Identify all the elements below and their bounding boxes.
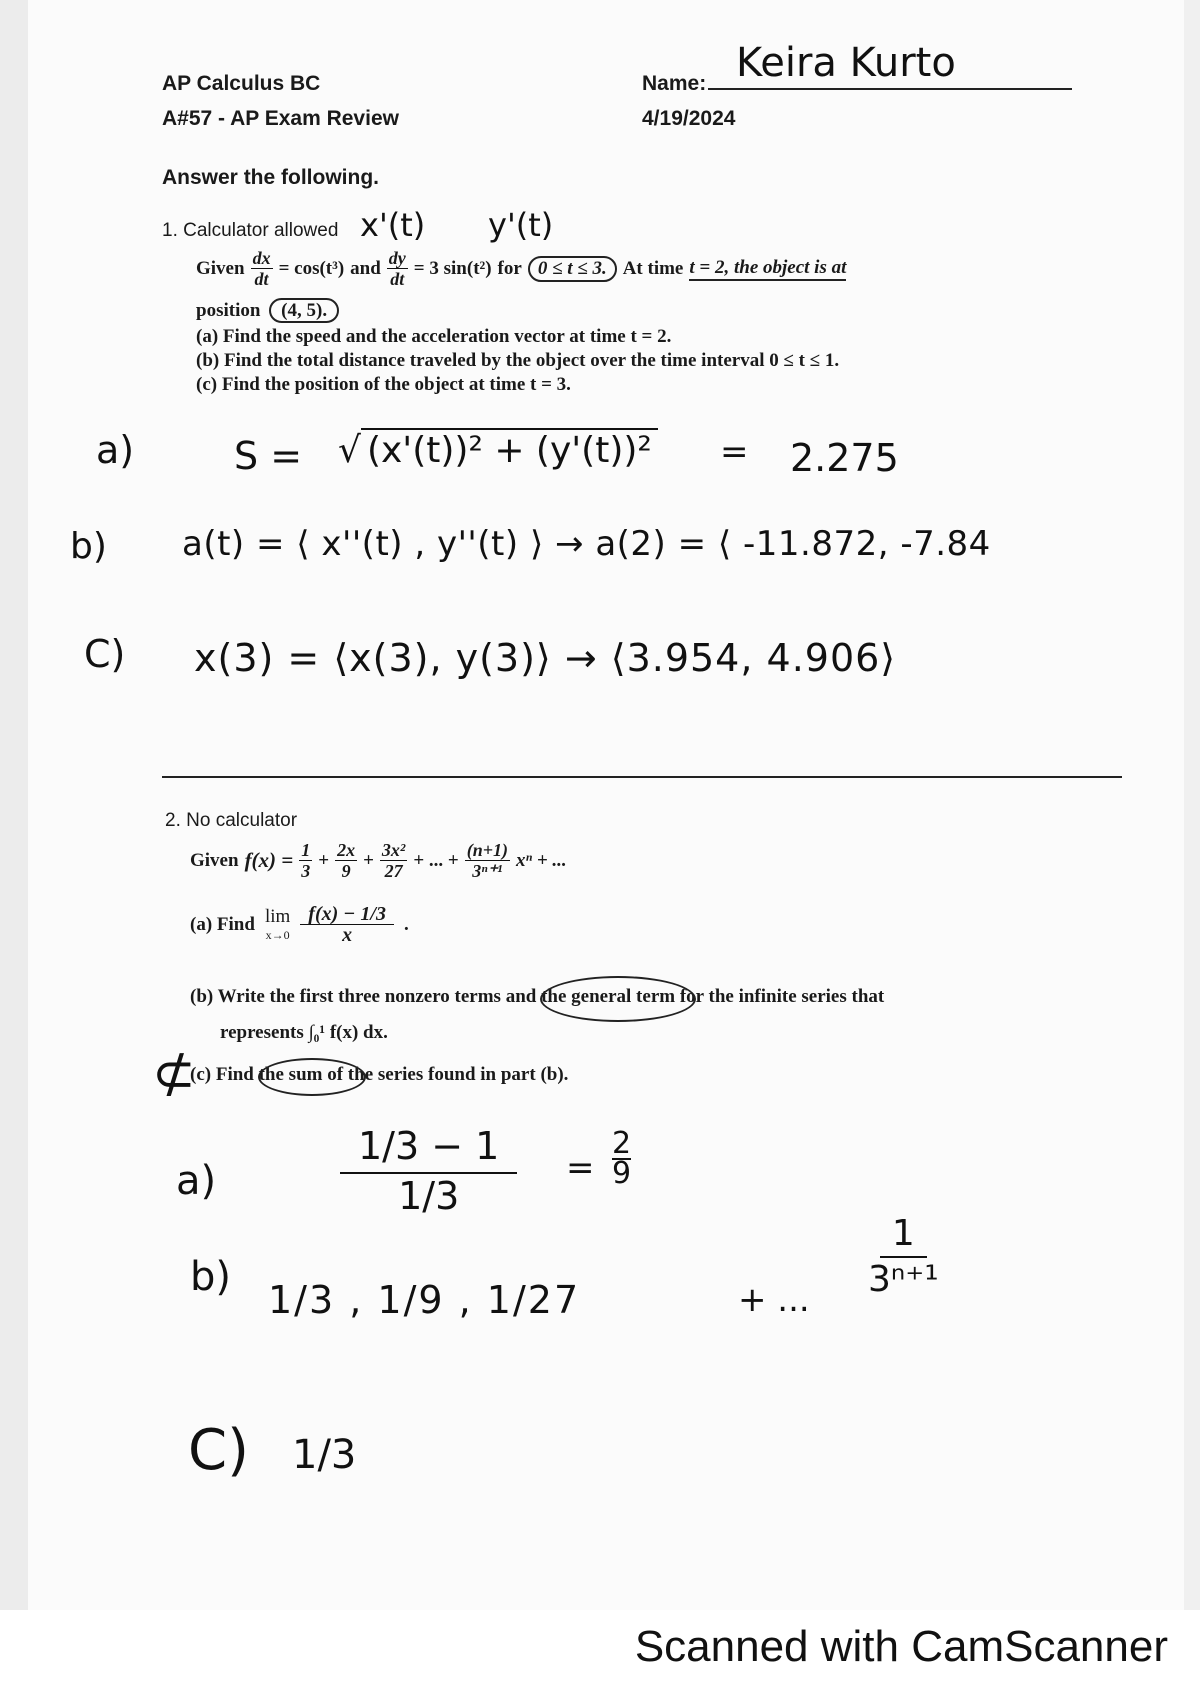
ans2-a-eq: = [566, 1148, 595, 1188]
date: 4/19/2024 [642, 107, 736, 130]
q2-given-line: Given f(x) = $\frac{1}{3}$ + $\frac{2x}{9}$ + $\frac{\text{3x²}}{27}$ + ... + $\frac{(n+1)}{\text{3ⁿ⁺¹}}$ xⁿ + ... [190, 840, 567, 881]
crossed-check-mark: ⊄ [152, 1044, 196, 1104]
ans2-a-fraction: 1/3 − 1 1/3 [340, 1124, 517, 1218]
ans2-a-label: a) [176, 1158, 217, 1204]
q2-given-word: Given [190, 849, 239, 871]
q1-mode: Calculator allowed [183, 220, 339, 241]
q1-part-a: (a) Find the speed and the acceleration vector at time t = 2. [196, 326, 672, 347]
student-name-handwritten: Keira Kurto [736, 40, 956, 86]
section-divider [162, 776, 1122, 778]
q2-part-c: (c) Find the sum of the series found in part (b). [190, 1064, 569, 1085]
course-title: AP Calculus BC [162, 72, 321, 95]
q2-part-b: (b) Write the first three nonzero terms and the general term for the infinite series that [190, 986, 885, 1007]
ans1-speed-lhs: S = [234, 434, 303, 478]
point-circled: (4, 5). [269, 298, 339, 323]
dxdt-expression: = cos(t³) [278, 257, 345, 279]
q1-t2-underlined: t = 2, the object is at [689, 257, 846, 281]
q2-part-a-label: (a) Find [190, 913, 255, 935]
q2-part-a: (a) Find lim x→0 $\frac{f(x) - 1/3}{x}$ . [190, 903, 409, 946]
sqrt-symbol: √ [338, 430, 361, 471]
term2: $\frac{2x}{9}$ [337, 840, 356, 881]
name-label: Name: [642, 72, 707, 95]
limit-fraction: $\frac{f(x) - 1/3}{x}$ [300, 904, 394, 945]
q1-position-word: position [196, 300, 261, 321]
q1-given-word: Given [196, 257, 245, 279]
ans1-speed-radical [338, 430, 658, 471]
ans1-speed-eq: = [720, 432, 749, 472]
ans1-speed-expression: (x'(t))² + (y'(t))² [361, 428, 658, 471]
ans2-b-general-term: 1 3ⁿ⁺¹ [868, 1213, 939, 1300]
ans1-speed-value: 2.275 [790, 436, 899, 480]
q2-part-b-integral: represents ∫₀¹ f(x) dx. [220, 1022, 388, 1043]
ans2-b-plus: + ... [738, 1280, 810, 1320]
interval-circled: 0 ≤ t ≤ 3. [528, 256, 617, 282]
q1-number: 1. [162, 220, 178, 241]
ans1-acceleration: a(t) = ⟨ x''(t) , y''(t) ⟩ → a(2) = ⟨ -11.872, -7.84 [182, 524, 991, 564]
q2-tail: xⁿ + ... [516, 849, 567, 871]
ans2-c-label: C) [188, 1418, 249, 1483]
ans2-b-label: b) [190, 1254, 231, 1300]
assignment-title: A#57 - AP Exam Review [162, 107, 399, 130]
scan-border-left [0, 0, 28, 1610]
ans2-b-terms: 1/3 , 1/9 , 1/27 [268, 1278, 581, 1322]
q1-given-line [196, 248, 846, 289]
camscanner-watermark: Scanned with CamScanner [634, 1622, 1168, 1671]
note-y-prime: y'(t) [488, 206, 554, 244]
note-x-prime: x'(t) [360, 206, 426, 244]
ans1-position: x(3) = ⟨x(3), y(3)⟩ → ⟨3.954, 4.906⟩ [194, 636, 897, 680]
q1-at-time: At time [622, 257, 684, 279]
limit-operator: lim x→0 [264, 906, 291, 942]
sum-of-circle [258, 1058, 366, 1096]
scan-border-right [1184, 0, 1200, 1610]
dydt-expression: = 3 sin(t²) [413, 257, 492, 279]
q2-mode: No calculator [186, 810, 298, 831]
scanner-footer [0, 1610, 1200, 1698]
term1: $\frac{1}{3}$ [301, 840, 311, 881]
q2-number: 2. [165, 810, 181, 831]
dydt-fraction: $\frac{dy}{dt}$ [388, 248, 406, 289]
ans1-a-label: a) [96, 428, 135, 472]
dxdt-fraction: $\frac{dx}{dt}$ [252, 248, 271, 289]
q1-position-line [196, 300, 339, 322]
q2-dots: + ... + [413, 849, 459, 871]
general-term-circle [540, 976, 696, 1022]
term-n: $\frac{(n+1)}{\text{3ⁿ⁺¹}}$ [466, 840, 508, 881]
ans2-a-result: 2 9 [612, 1126, 632, 1191]
ans1-c-label: C) [84, 632, 126, 676]
ans1-b-label: b) [70, 526, 107, 567]
ans2-c-value: 1/3 [292, 1432, 357, 1478]
term3: $\frac{\text{3x²}}{27}$ [381, 840, 406, 881]
q1-for: for [497, 257, 522, 279]
q1-and: and [350, 257, 381, 279]
name-underline [708, 88, 1072, 90]
q1-part-c: (c) Find the position of the object at time t = 3. [196, 374, 571, 395]
instructions: Answer the following. [162, 166, 380, 189]
q2-fx: f(x) = [244, 848, 294, 872]
q1-part-b: (b) Find the total distance traveled by the object over the time interval 0 ≤ t ≤ 1. [196, 350, 840, 371]
